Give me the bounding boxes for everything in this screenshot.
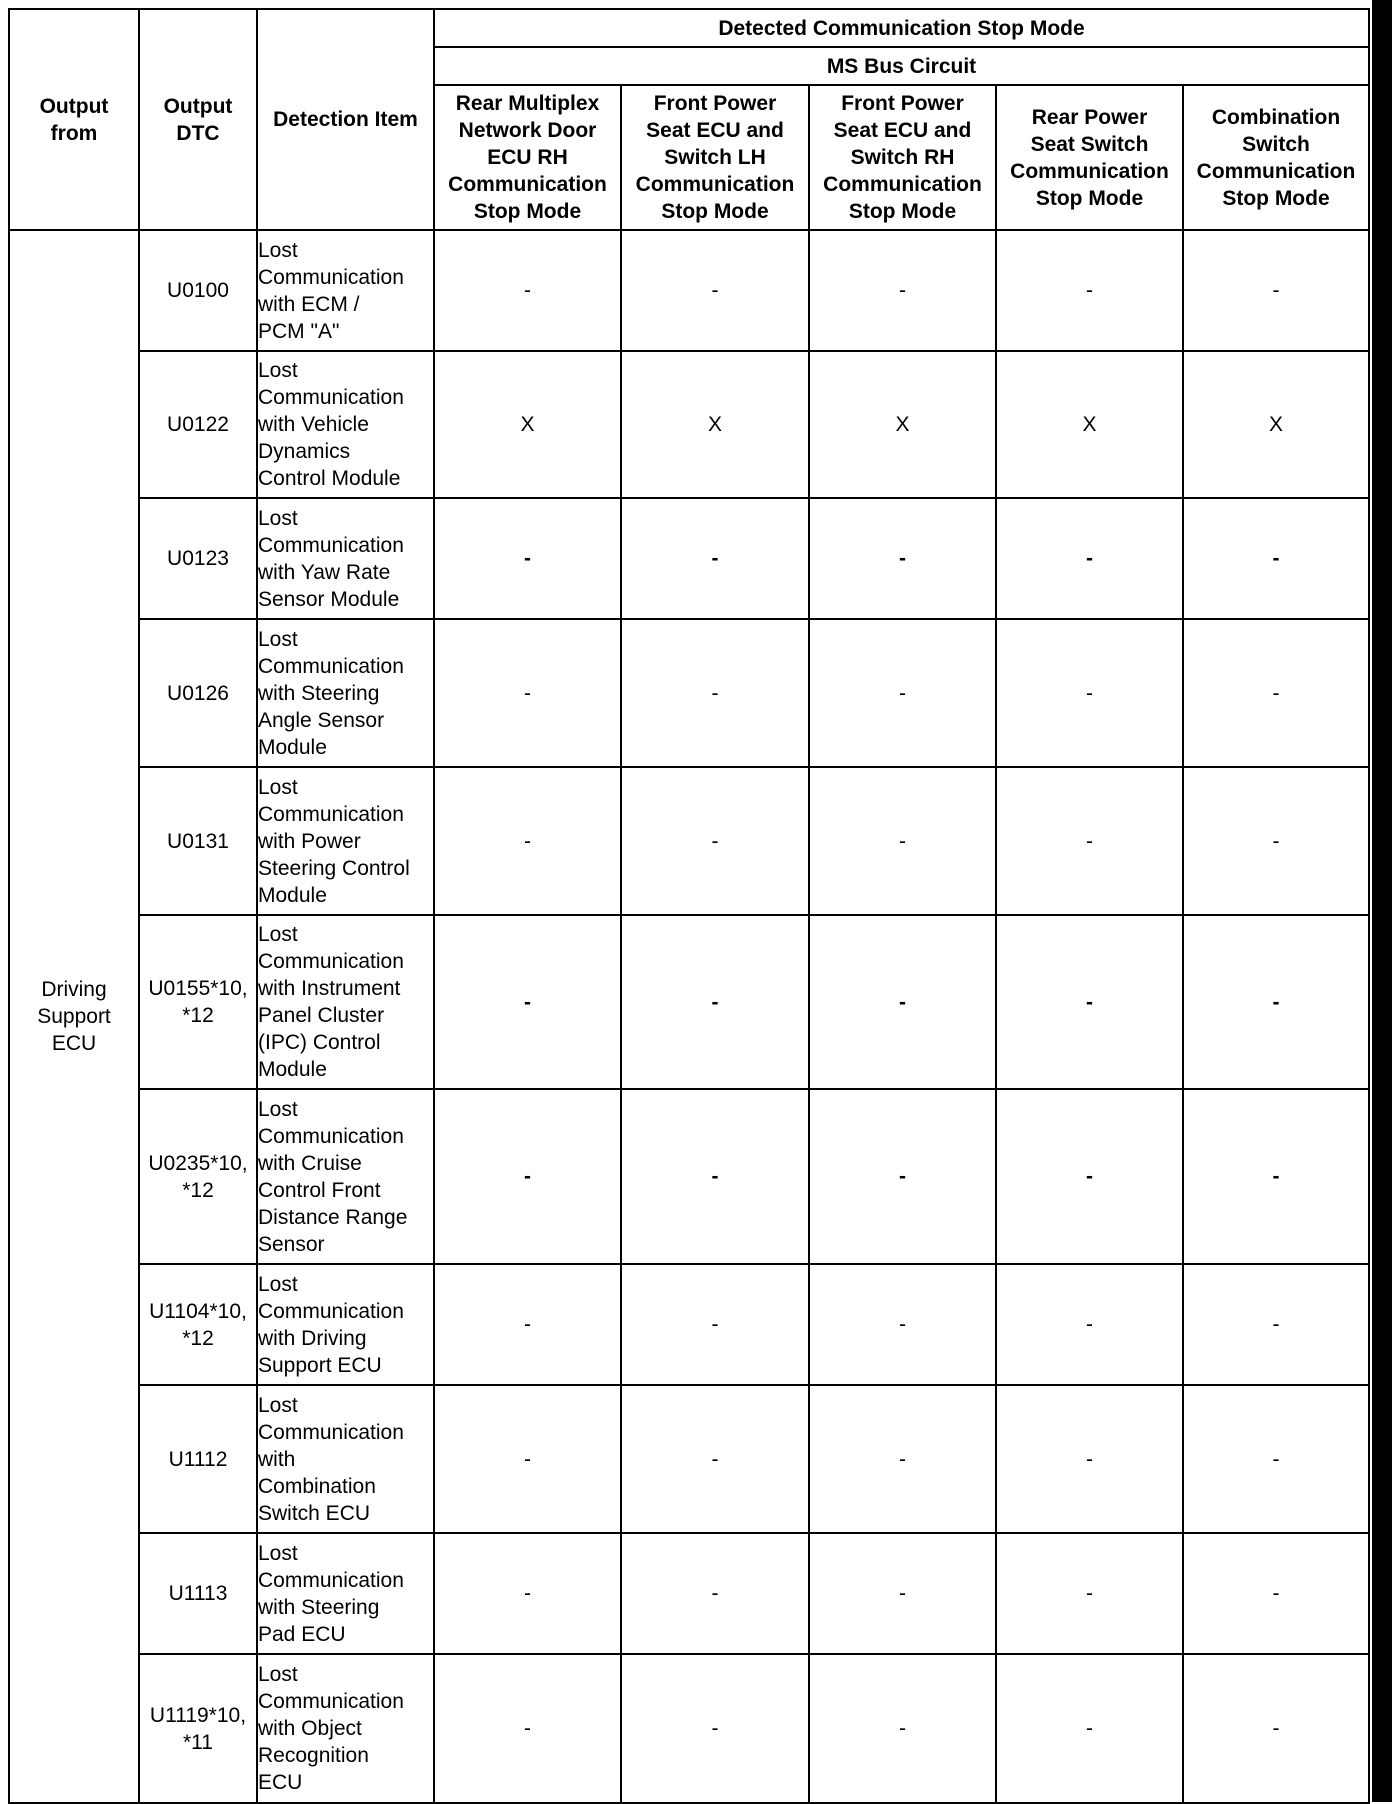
mode-mark: - bbox=[1086, 681, 1093, 705]
detection-item-cell: Lost Communication with Driving Support ECU bbox=[257, 1264, 434, 1385]
mode-mark: - bbox=[711, 681, 719, 705]
detection-item-cell: Lost Communication with Steering Pad ECU bbox=[257, 1533, 434, 1654]
mode-mark-cell bbox=[434, 1533, 621, 1654]
mode-mark-cell bbox=[621, 1654, 809, 1803]
mode-mark-cell bbox=[1183, 230, 1369, 351]
mode-mark-cell bbox=[809, 1089, 996, 1264]
mode-mark-cell bbox=[434, 351, 621, 498]
mode-mark-cell bbox=[809, 1385, 996, 1533]
mode-mark: - bbox=[1272, 1447, 1280, 1471]
dtc-code-cell: U0123 bbox=[139, 498, 257, 619]
mode-mark-cell bbox=[809, 1264, 996, 1385]
table-row bbox=[9, 767, 1369, 915]
header-mode-1: Rear Multiplex Network Door ECU RH Communication Stop Mode bbox=[434, 85, 621, 230]
mode-mark: - bbox=[711, 990, 719, 1014]
mode-mark: - bbox=[711, 1165, 719, 1188]
mode-mark: - bbox=[899, 1717, 906, 1740]
mode-mark: - bbox=[524, 829, 531, 853]
header-detected-mode: Detected Communication Stop Mode bbox=[434, 9, 1369, 47]
mode-mark-cell bbox=[809, 351, 996, 498]
mode-mark-cell bbox=[434, 498, 621, 619]
detection-item-cell: Lost Communication with Vehicle Dynamics Control Module bbox=[257, 351, 434, 498]
dtc-table bbox=[8, 8, 1370, 1804]
mode-mark: - bbox=[899, 829, 906, 853]
mode-mark-cell bbox=[1183, 498, 1369, 619]
mode-mark-cell bbox=[621, 915, 809, 1089]
table-row bbox=[9, 351, 1369, 498]
table-row bbox=[9, 619, 1369, 767]
mode-mark-cell bbox=[621, 1264, 809, 1385]
mode-mark-cell bbox=[809, 1654, 996, 1803]
mode-mark: - bbox=[524, 1313, 531, 1336]
mode-mark: - bbox=[524, 681, 531, 705]
table-row bbox=[9, 1533, 1369, 1654]
header-mode-2: Front Power Seat ECU and Switch LH Communication Stop Mode bbox=[621, 85, 809, 230]
mode-mark-cell bbox=[809, 1533, 996, 1654]
mode-mark: - bbox=[1272, 1165, 1280, 1188]
mode-mark-cell bbox=[996, 351, 1183, 498]
dtc-code-cell: U1113 bbox=[139, 1533, 257, 1654]
mode-mark: - bbox=[711, 279, 719, 302]
mode-mark-cell bbox=[996, 230, 1183, 351]
mode-mark-cell bbox=[996, 1089, 1183, 1264]
mode-mark-cell bbox=[434, 1654, 621, 1803]
header-output-dtc: Output DTC bbox=[139, 9, 257, 230]
mode-mark-cell bbox=[996, 767, 1183, 915]
mode-mark-cell bbox=[809, 619, 996, 767]
mode-mark: - bbox=[1086, 1447, 1093, 1471]
mode-mark: - bbox=[899, 1447, 906, 1471]
mode-mark-cell bbox=[996, 1385, 1183, 1533]
table-row bbox=[9, 230, 1369, 351]
header-bus-circuit: MS Bus Circuit bbox=[434, 47, 1369, 85]
mode-mark: - bbox=[1272, 1717, 1280, 1740]
mode-mark-cell bbox=[1183, 915, 1369, 1089]
mode-mark-cell bbox=[621, 351, 809, 498]
mode-mark-cell bbox=[996, 1264, 1183, 1385]
detection-item-cell: Lost Communication with Yaw Rate Sensor Module bbox=[257, 498, 434, 619]
dtc-code-cell: U0100 bbox=[139, 230, 257, 351]
mode-mark-cell bbox=[1183, 1385, 1369, 1533]
dtc-code-cell: U0155*10, *12 bbox=[139, 915, 257, 1089]
dtc-code-cell: U1112 bbox=[139, 1385, 257, 1533]
mode-mark: - bbox=[711, 829, 719, 853]
mode-mark: X bbox=[520, 413, 535, 436]
mode-mark: - bbox=[524, 1717, 531, 1740]
mode-mark: - bbox=[1086, 990, 1093, 1014]
mode-mark: X bbox=[1082, 413, 1097, 436]
mode-mark-cell bbox=[1183, 619, 1369, 767]
mode-mark: - bbox=[1272, 1313, 1280, 1336]
mode-mark: - bbox=[899, 1165, 906, 1188]
mode-mark: - bbox=[524, 279, 531, 302]
mode-mark-cell bbox=[1183, 351, 1369, 498]
mode-mark-cell bbox=[809, 767, 996, 915]
dtc-code-cell: U0131 bbox=[139, 767, 257, 915]
mode-mark: - bbox=[524, 1447, 531, 1471]
output-from-cell: Driving Support ECU bbox=[9, 230, 139, 1803]
mode-mark-cell bbox=[996, 1533, 1183, 1654]
detection-item-cell: Lost Communication with Power Steering Control Module bbox=[257, 767, 434, 915]
mode-mark: X bbox=[895, 413, 910, 436]
mode-mark-cell bbox=[1183, 767, 1369, 915]
mode-mark-cell bbox=[434, 619, 621, 767]
right-edge-bar bbox=[1372, 0, 1392, 1802]
mode-mark-cell bbox=[996, 619, 1183, 767]
mode-mark: - bbox=[1272, 279, 1280, 302]
mode-mark: - bbox=[1272, 681, 1280, 705]
mode-mark: - bbox=[711, 1313, 719, 1336]
mode-mark: - bbox=[711, 1447, 719, 1471]
table-row bbox=[9, 1264, 1369, 1385]
mode-mark: - bbox=[1086, 279, 1093, 302]
mode-mark-cell bbox=[1183, 1264, 1369, 1385]
table-row bbox=[9, 1089, 1369, 1264]
mode-mark-cell bbox=[621, 1385, 809, 1533]
mode-mark: - bbox=[899, 990, 906, 1014]
mode-mark-cell bbox=[809, 498, 996, 619]
table-row bbox=[9, 1385, 1369, 1533]
mode-mark: - bbox=[524, 1165, 531, 1188]
mode-mark-cell bbox=[996, 915, 1183, 1089]
table-row bbox=[9, 915, 1369, 1089]
dtc-code-cell: U1119*10, *11 bbox=[139, 1654, 257, 1803]
mode-mark-cell bbox=[434, 1089, 621, 1264]
header-mode-3: Front Power Seat ECU and Switch RH Communication Stop Mode bbox=[809, 85, 996, 230]
mode-mark-cell bbox=[621, 619, 809, 767]
mode-mark: - bbox=[711, 547, 719, 570]
mode-mark-cell bbox=[1183, 1089, 1369, 1264]
detection-item-cell: Lost Communication with Instrument Panel Cluster (IPC) Control Module bbox=[257, 915, 434, 1089]
detection-item-cell: Lost Communication with Cruise Control Front Distance Range Sensor bbox=[257, 1089, 434, 1264]
mode-mark: - bbox=[1272, 990, 1280, 1014]
mode-mark-cell bbox=[621, 1089, 809, 1264]
mode-mark: X bbox=[1268, 413, 1283, 436]
mode-mark: - bbox=[899, 547, 906, 570]
mode-mark: - bbox=[1086, 829, 1093, 853]
header-mode-4: Rear Power Seat Switch Communication Stop Mode bbox=[996, 85, 1183, 230]
mode-mark-cell bbox=[434, 1264, 621, 1385]
mode-mark: - bbox=[1086, 1165, 1093, 1188]
mode-mark: - bbox=[524, 990, 531, 1014]
mode-mark: - bbox=[1272, 829, 1280, 853]
detection-item-cell: Lost Communication with Steering Angle Sensor Module bbox=[257, 619, 434, 767]
mode-mark: - bbox=[524, 1582, 531, 1605]
mode-mark-cell bbox=[434, 230, 621, 351]
mode-mark: - bbox=[711, 1582, 719, 1605]
mode-mark-cell bbox=[1183, 1533, 1369, 1654]
mode-mark: - bbox=[1086, 547, 1093, 570]
mode-mark-cell bbox=[434, 767, 621, 915]
detection-item-cell: Lost Communication with Combination Switch ECU bbox=[257, 1385, 434, 1533]
detection-item-cell: Lost Communication with Object Recognition ECU bbox=[257, 1654, 434, 1803]
mode-mark-cell bbox=[621, 498, 809, 619]
dtc-code-cell: U0126 bbox=[139, 619, 257, 767]
mode-mark: - bbox=[899, 1313, 906, 1336]
dtc-table-body bbox=[9, 230, 1369, 1803]
table-row bbox=[9, 498, 1369, 619]
mode-mark: - bbox=[524, 547, 531, 570]
dtc-code-cell: U1104*10, *12 bbox=[139, 1264, 257, 1385]
mode-mark-cell bbox=[434, 915, 621, 1089]
mode-mark-cell bbox=[1183, 1654, 1369, 1803]
mode-mark-cell bbox=[621, 767, 809, 915]
dtc-code-cell: U0122 bbox=[139, 351, 257, 498]
mode-mark-cell bbox=[996, 1654, 1183, 1803]
mode-mark-cell bbox=[621, 1533, 809, 1654]
dtc-code-cell: U0235*10, *12 bbox=[139, 1089, 257, 1264]
mode-mark: - bbox=[1272, 547, 1280, 570]
header-mode-5: Combination Switch Communication Stop Mode bbox=[1183, 85, 1369, 230]
mode-mark-cell bbox=[434, 1385, 621, 1533]
mode-mark-cell bbox=[809, 230, 996, 351]
table-row bbox=[9, 1654, 1369, 1803]
detection-item-cell: Lost Communication with ECM / PCM "A" bbox=[257, 230, 434, 351]
header-detection-item: Detection Item bbox=[257, 9, 434, 230]
mode-mark: - bbox=[899, 1582, 906, 1605]
mode-mark: - bbox=[1086, 1582, 1093, 1605]
mode-mark: - bbox=[899, 681, 906, 705]
mode-mark-cell bbox=[621, 230, 809, 351]
mode-mark: - bbox=[711, 1717, 719, 1740]
mode-mark: - bbox=[1272, 1582, 1280, 1605]
mode-mark: - bbox=[899, 279, 906, 302]
mode-mark: X bbox=[707, 413, 722, 436]
mode-mark-cell bbox=[996, 498, 1183, 619]
mode-mark: - bbox=[1086, 1717, 1093, 1740]
mode-mark-cell bbox=[809, 915, 996, 1089]
header-output-from: Output from bbox=[9, 9, 139, 230]
mode-mark: - bbox=[1086, 1313, 1093, 1336]
